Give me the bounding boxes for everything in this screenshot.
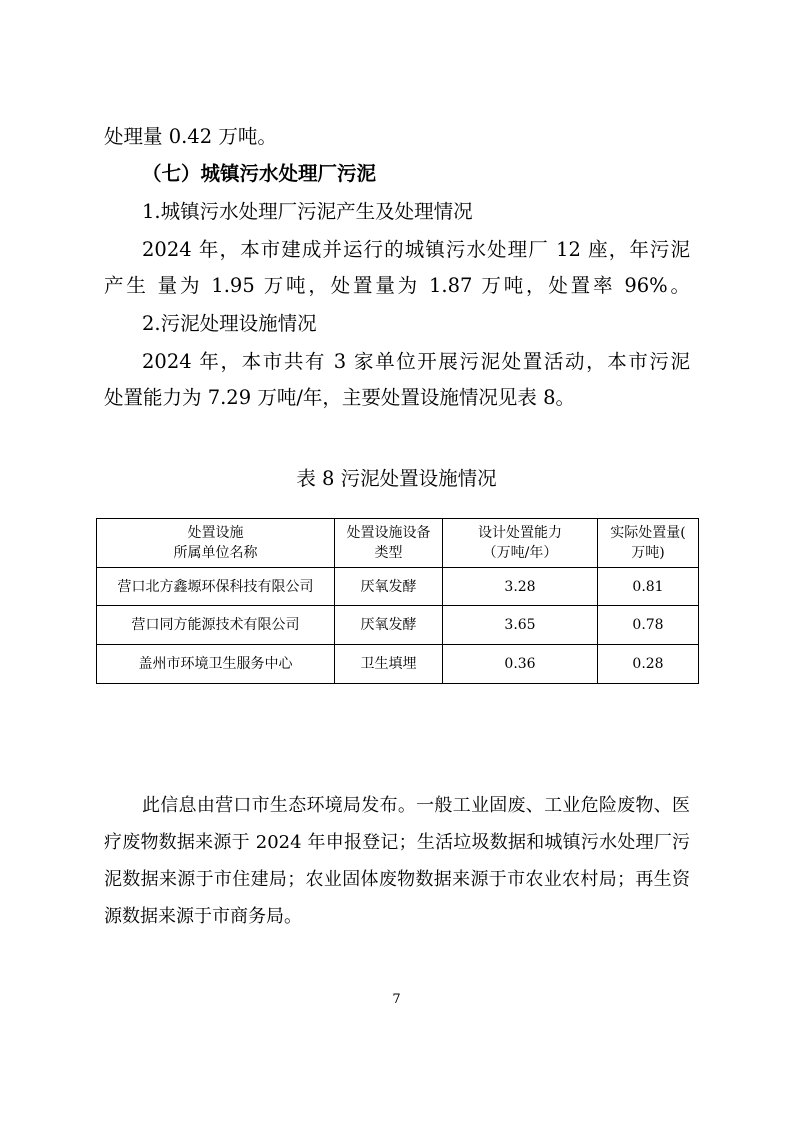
cell-type: 卫生填埋 bbox=[335, 645, 443, 684]
table-row bbox=[97, 645, 699, 684]
paragraph-1-line-1: 2024 年，本市建成并运行的城镇污水处理厂 12 座，年污泥 bbox=[142, 238, 690, 261]
header-type: 处置设施设备 类型 bbox=[335, 519, 443, 568]
table-row bbox=[97, 606, 699, 645]
cell-type: 厌氧发酵 bbox=[335, 606, 443, 645]
subheading-1: 1.城镇污水处理厂污泥产生及处理情况 bbox=[142, 200, 473, 223]
paragraph-2-line-2: 处置能力为 7.29 万吨/年，主要处置设施情况见表 8。 bbox=[104, 386, 575, 409]
cell-actual: 0.78 bbox=[598, 606, 699, 645]
paragraph-1-line-2: 产生 量为 1.95 万吨，处置量为 1.87 万吨，处置率 96%。 bbox=[104, 274, 690, 297]
cell-actual: 0.28 bbox=[598, 645, 699, 684]
note-line-2: 疗废物数据来源于 2024 年申报登记；生活垃圾数据和城镇污水处理厂污 bbox=[104, 832, 690, 853]
section-heading: （七）城镇污水处理厂污泥 bbox=[142, 162, 377, 185]
sludge-facility-table bbox=[96, 518, 699, 684]
table-row bbox=[97, 568, 699, 606]
cell-type: 厌氧发酵 bbox=[335, 568, 443, 606]
header-unit: 处置设施 所属单位名称 bbox=[97, 519, 335, 568]
cell-capacity: 0.36 bbox=[443, 645, 598, 684]
cell-unit: 盖州市环境卫生服务中心 bbox=[97, 645, 335, 684]
cell-unit: 营口北方鑫塬环保科技有限公司 bbox=[97, 568, 335, 606]
note-line-4: 源数据来源于市商务局。 bbox=[104, 906, 302, 927]
cell-capacity: 3.28 bbox=[443, 568, 598, 606]
paragraph-2-line-1: 2024 年，本市共有 3 家单位开展污泥处置活动，本市污泥 bbox=[142, 350, 690, 373]
table-header-row bbox=[97, 519, 699, 568]
cell-actual: 0.81 bbox=[598, 568, 699, 606]
text-line-continued: 处理量 0.42 万吨。 bbox=[104, 125, 277, 148]
table-caption: 表 8 污泥处置设施情况 bbox=[296, 467, 497, 490]
subheading-2: 2.污泥处理设施情况 bbox=[142, 312, 317, 335]
header-capacity: 设计处置能力 （万吨/年） bbox=[443, 519, 598, 568]
page-number: 7 bbox=[392, 992, 401, 1007]
note-line-3: 泥数据来源于市住建局；农业固体废物数据来源于市农业农村局；再生资 bbox=[104, 869, 690, 890]
note-line-1: 此信息由营口市生态环境局发布。一般工业固废、工业危险废物、医 bbox=[142, 795, 690, 816]
cell-capacity: 3.65 bbox=[443, 606, 598, 645]
cell-unit: 营口同方能源技术有限公司 bbox=[97, 606, 335, 645]
header-actual: 实际处置量( 万吨) bbox=[598, 519, 699, 568]
